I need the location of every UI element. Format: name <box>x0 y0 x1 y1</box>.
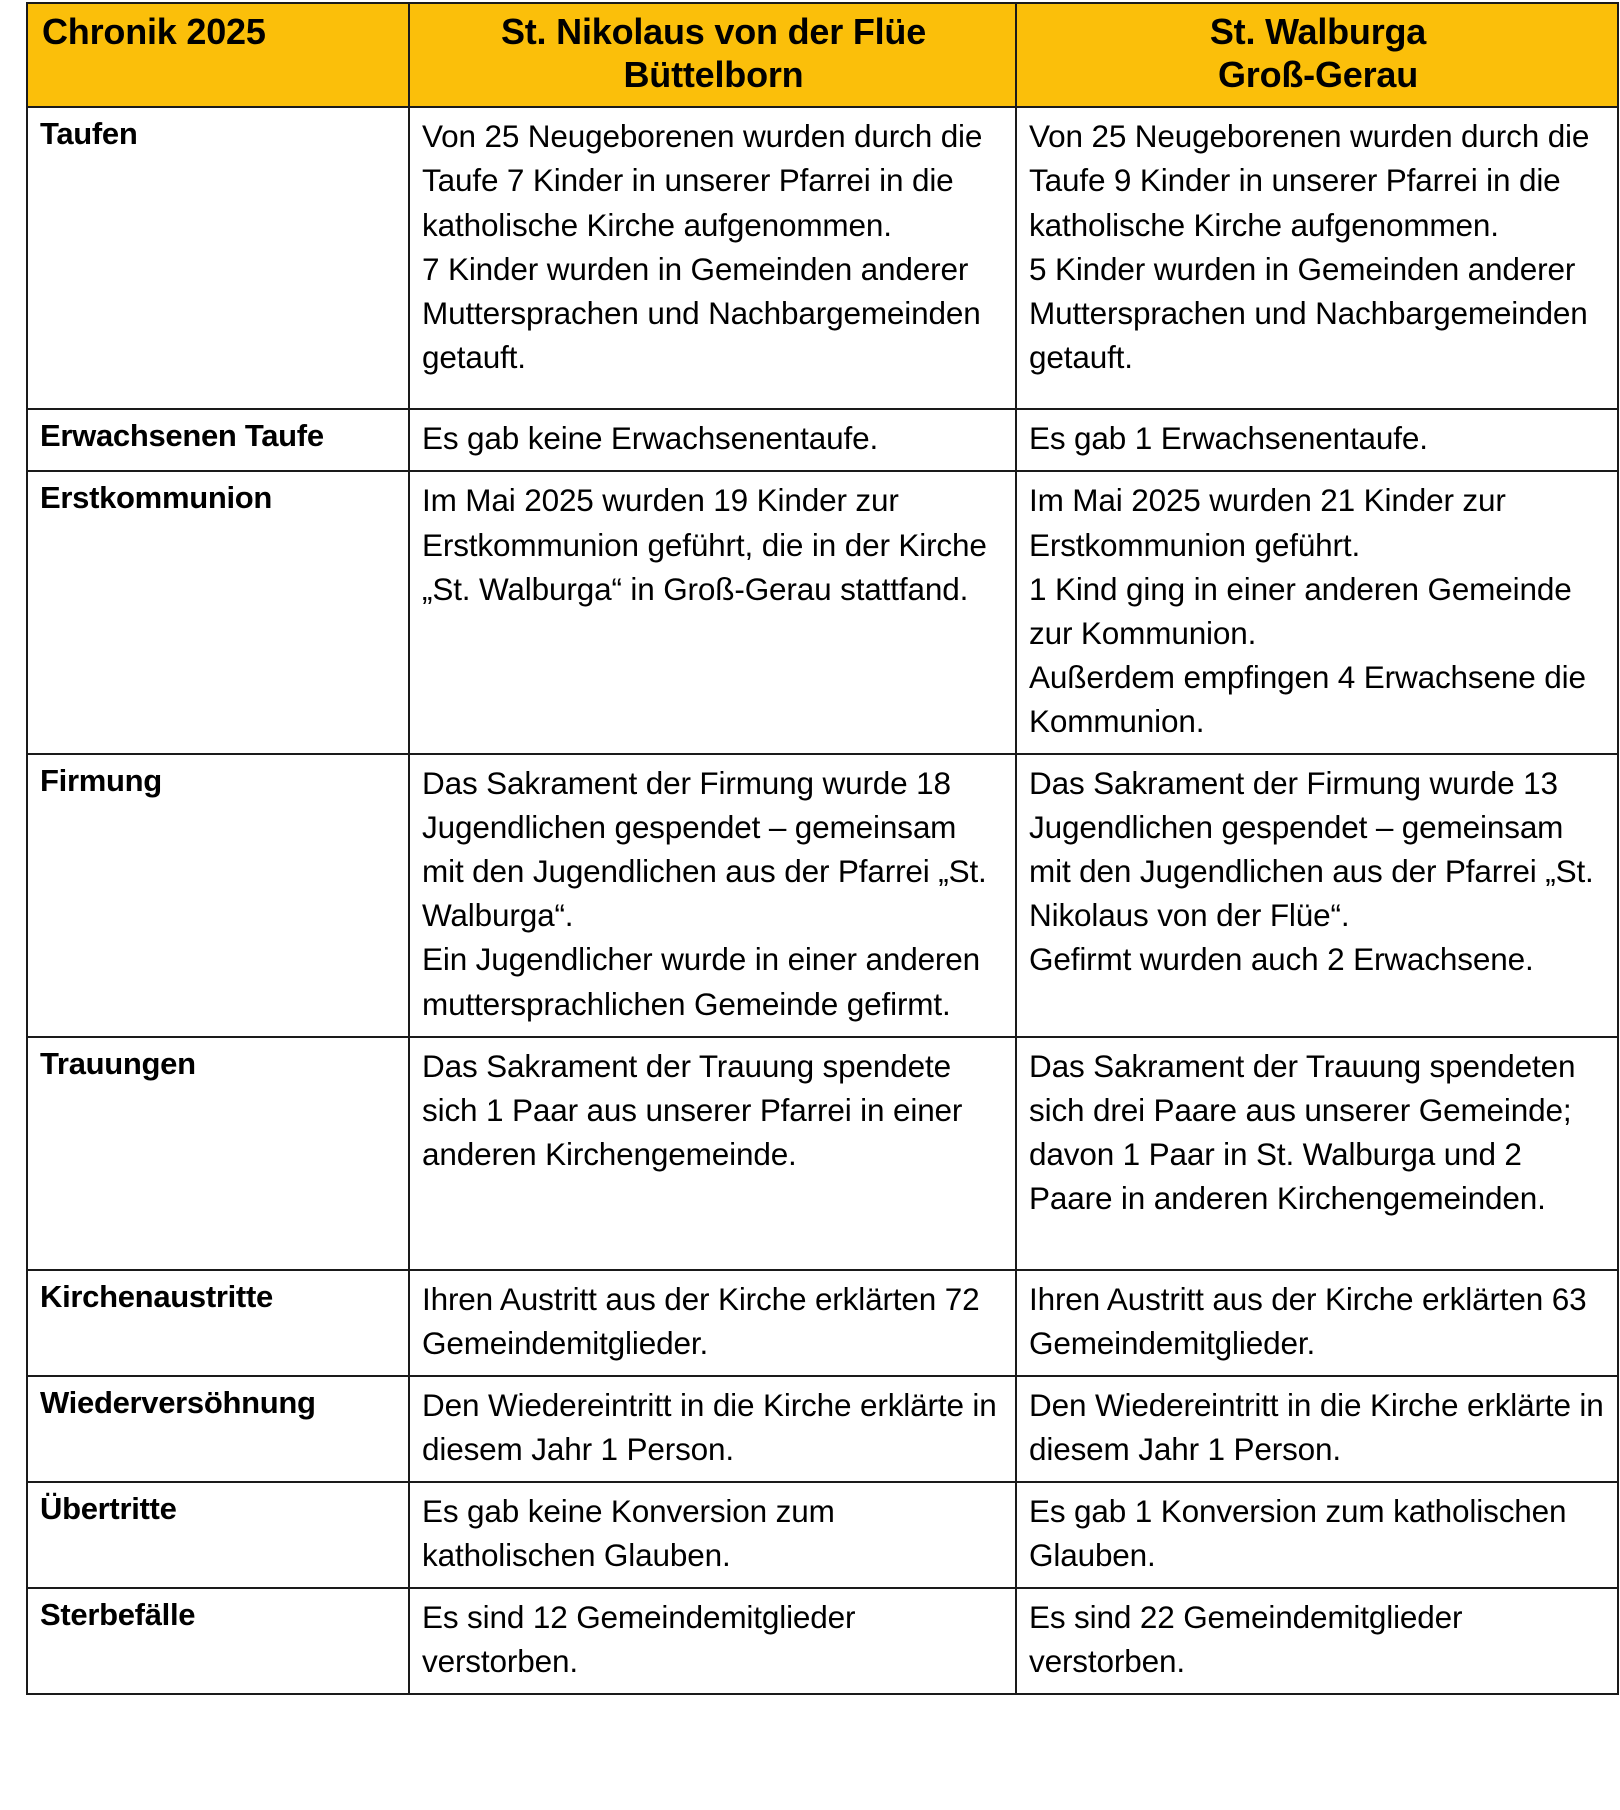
paragraph: Das Sakrament der Firmung wurde 18 Jugendlichen gespendet – gemeinsam mit den Jugendlichen aus der Pfarrei „St. Walburga“. <box>422 765 987 934</box>
table-body <box>27 107 1618 1694</box>
paragraph: Es gab 1 Konversion zum katholischen Glauben. <box>1029 1492 1567 1574</box>
cell-uebertritte-walburga <box>1016 1482 1618 1588</box>
paragraph: Es gab keine Konversion zum katholischen Glauben. <box>422 1492 835 1574</box>
header-row <box>27 3 1618 107</box>
cell-taufen-walburga <box>1016 107 1618 409</box>
paragraph: Ihren Austritt aus der Kirche erklärten 72 Gemeindemitglieder. <box>422 1280 980 1361</box>
paragraph: Ihren Austritt aus der Kirche erklärten 63 Gemeindemitglieder. <box>1029 1280 1587 1361</box>
row-label-sterbefaelle: Sterbefälle <box>27 1588 409 1694</box>
header-walburga-line2: Groß-Gerau <box>1217 54 1419 96</box>
cell-erwachsenen-taufe-walburga <box>1016 409 1618 471</box>
paragraph: Den Wiedereintritt in die Kirche erklärte in diesem Jahr 1 Person. <box>422 1386 997 1467</box>
cell-trauungen-walburga <box>1016 1037 1618 1270</box>
table-row-firmung <box>27 754 1618 1037</box>
paragraph: Von 25 Neugeborenen wurden durch die Taufe 7 Kinder in unserer Pfarrei in die katholische Kirche aufgenommen. <box>422 118 983 243</box>
row-label-erstkommunion: Erstkommunion <box>27 471 409 754</box>
paragraph: Den Wiedereintritt in die Kirche erklärte in diesem Jahr 1 Person. <box>1029 1386 1604 1467</box>
header-nikolaus-line1: St. Nikolaus von der Flüe <box>500 11 927 52</box>
cell-kirchenaustritte-nikolaus <box>409 1270 1016 1376</box>
table-row-wiederversoehnung <box>27 1376 1618 1482</box>
chronik-table <box>26 2 1619 1695</box>
row-label-firmung: Firmung <box>27 754 409 1037</box>
cell-wiederversoehnung-walburga <box>1016 1376 1618 1482</box>
paragraph: Es sind 12 Gemeindemitglieder verstorben. <box>422 1599 856 1680</box>
paragraph: 7 Kinder wurden in Gemeinden anderer Muttersprachen und Nachbargemeinden getauft. <box>422 250 981 375</box>
cell-firmung-nikolaus <box>409 754 1016 1037</box>
header-walburga-line1: St. Walburga <box>1209 11 1427 52</box>
cell-kirchenaustritte-walburga <box>1016 1270 1618 1376</box>
row-label-uebertritte: Übertritte <box>27 1482 409 1588</box>
paragraph: Es gab 1 Erwachsenentaufe. <box>1029 420 1428 457</box>
paragraph: Im Mai 2025 wurden 21 Kinder zur Erstkommunion geführt. <box>1029 482 1506 563</box>
cell-erwachsenen-taufe-nikolaus <box>409 409 1016 471</box>
table-row-trauungen <box>27 1037 1618 1270</box>
header-cell-nikolaus <box>409 3 1016 107</box>
table-row-erwachsenen-taufe <box>27 409 1618 471</box>
paragraph: Das Sakrament der Firmung wurde 13 Jugendlichen gespendet – gemeinsam mit den Jugendlichen aus der Pfarrei „St. Nikolaus von der Flüe“. <box>1029 765 1594 934</box>
paragraph: Außerdem empfingen 4 Erwachsene die Kommunion. <box>1029 658 1586 739</box>
table-row-taufen <box>27 107 1618 409</box>
paragraph: 1 Kind ging in einer anderen Gemeinde zur Kommunion. <box>1029 570 1572 651</box>
header-cell-title: Chronik 2025 <box>27 3 409 107</box>
cell-sterbefaelle-walburga <box>1016 1588 1618 1694</box>
table-row-uebertritte <box>27 1482 1618 1588</box>
paragraph: Gefirmt wurden auch 2 Erwachsene. <box>1029 941 1534 978</box>
cell-sterbefaelle-nikolaus <box>409 1588 1016 1694</box>
cell-wiederversoehnung-nikolaus <box>409 1376 1016 1482</box>
row-label-wiederversoehnung: Wiederversöhnung <box>27 1376 409 1482</box>
paragraph: Von 25 Neugeborenen wurden durch die Taufe 9 Kinder in unserer Pfarrei in die katholische Kirche aufgenommen. <box>1029 118 1590 243</box>
cell-erstkommunion-walburga <box>1016 471 1618 754</box>
row-label-trauungen: Trauungen <box>27 1037 409 1270</box>
row-label-taufen: Taufen <box>27 107 409 409</box>
paragraph: Es gab keine Erwachsenentaufe. <box>422 420 879 457</box>
table-row-erstkommunion <box>27 471 1618 754</box>
header-nikolaus-line2: Büttelborn <box>623 54 804 96</box>
paragraph: Das Sakrament der Trauung spendeten sich drei Paare aus unserer Gemeinde; davon 1 Paar in St. Walburga und 2 Paare in anderen Kirchengemeinden. <box>1029 1047 1576 1216</box>
cell-erstkommunion-nikolaus <box>409 471 1016 754</box>
paragraph: Im Mai 2025 wurden 19 Kinder zur Erstkommunion geführt, die in der Kirche „St. Walburga“ in Groß-Gerau stattfand. <box>422 482 987 607</box>
paragraph: Ein Jugendlicher wurde in einer anderen muttersprachlichen Gemeinde gefirmt. <box>422 941 981 1022</box>
table-row-kirchenaustritte <box>27 1270 1618 1376</box>
table-header <box>27 3 1618 107</box>
table-row-sterbefaelle <box>27 1588 1618 1694</box>
cell-firmung-walburga <box>1016 754 1618 1037</box>
cell-uebertritte-nikolaus <box>409 1482 1016 1588</box>
paragraph: Das Sakrament der Trauung spendete sich 1 Paar aus unserer Pfarrei in einer anderen Kirchengemeinde. <box>422 1047 963 1172</box>
row-label-erwachsenen-taufe: Erwachsenen Taufe <box>27 409 409 471</box>
paragraph: Es sind 22 Gemeindemitglieder verstorben. <box>1029 1599 1463 1680</box>
cell-trauungen-nikolaus <box>409 1037 1016 1270</box>
row-label-kirchenaustritte: Kirchenaustritte <box>27 1270 409 1376</box>
paragraph: 5 Kinder wurden in Gemeinden anderer Muttersprachen und Nachbargemeinden getauft. <box>1029 250 1588 375</box>
header-cell-walburga <box>1016 3 1618 107</box>
cell-taufen-nikolaus <box>409 107 1016 409</box>
